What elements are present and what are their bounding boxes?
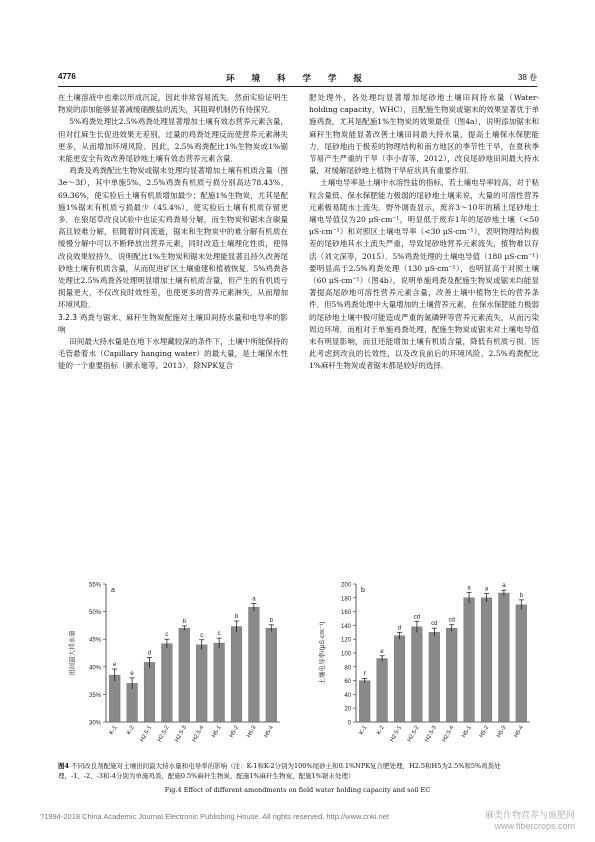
bar [231, 627, 242, 722]
bar [464, 598, 475, 722]
x-tick-label: H2.5-3 [174, 725, 189, 744]
section-heading [58, 312, 288, 336]
y-tick-label: 20 [344, 706, 351, 713]
caption-text: 不同改良剂配施对土壤田间最大持水量和电导率的影响（注：K-1和K-2分别为100%尾砂土和0.1%NPK复合肥处理，H2.5和H5为2.5%和5%鸡粪处理，-1、-2、-3和-4分别为单施鸡粪、配施0.5%麻秆生物炭、配施1%麻秆生物炭、配施1%锯末处理） [58, 762, 501, 780]
x-tick-label: H5-2 [228, 725, 241, 739]
bar [196, 645, 207, 722]
watermark [485, 810, 575, 832]
footer [40, 810, 575, 831]
y-axis-label: 土壤电导率/(μS·cm⁻¹) [319, 621, 326, 685]
x-tick-label: H2.5-4 [191, 725, 206, 744]
bar [429, 632, 440, 722]
x-tick-label: K-1 [108, 725, 119, 736]
chart-soil-ec [308, 574, 538, 759]
significance-letter: cd [431, 621, 438, 628]
significance-letter: a [252, 596, 256, 603]
bar [179, 628, 190, 722]
x-tick-label: H5-4 [513, 725, 526, 739]
y-tick-label: 0 [347, 720, 351, 727]
x-tick-label: H2.5-1 [139, 725, 154, 744]
right-column [309, 92, 539, 373]
journal-title: 环 境 科 学 学 报 [226, 74, 369, 84]
header-rule [58, 86, 537, 87]
significance-letter: a [484, 586, 489, 593]
x-tick-label: H5-1 [211, 725, 223, 739]
x-tick-label: H2.5-4 [441, 725, 456, 744]
volume-label: 38 卷 [517, 73, 537, 82]
x-tick-label: H2.5-2 [406, 725, 421, 744]
bar [394, 636, 405, 722]
bar [127, 683, 138, 722]
significance-letter: d [397, 625, 402, 632]
y-tick-label: 100 [340, 651, 351, 658]
x-tick-label: H5-2 [478, 725, 491, 739]
significance-letter: b [269, 617, 273, 624]
panel-label: a [111, 587, 115, 594]
bar [499, 593, 510, 722]
bar [446, 628, 457, 722]
panel-label: b [361, 587, 365, 594]
copyright-notice: ?1994-2018 China Academic Journal Electronic Publishing House. All rights reserved. http://www.cnki.net [40, 812, 389, 821]
running-header [58, 72, 537, 86]
paragraph: 田间最大持水量是在地下水埋藏较深的条件下，土壤中所能保持的毛管悬着水（Capillary hanging water）的最大量，是土壤保水性能的一个重要指标（颜永毫等，2013）．除NPK复合 [58, 337, 288, 371]
paragraph: 在土壤溶液中也难以形成沉淀，因此非常容易流失．然而实验证明生物炭的添加能够显著减缓硝酸盐的流失，其阻碍机制仍有待探究． [58, 93, 288, 115]
chart-water-holding [58, 574, 288, 759]
significance-letter: a [467, 585, 471, 592]
left-column [58, 92, 288, 373]
x-tick-label: H5-1 [461, 725, 473, 739]
caption-label: 图4 [58, 762, 70, 770]
y-tick-label: 60 [344, 679, 351, 686]
significance-letter: c [200, 632, 204, 639]
section-title: 鸡粪与锯末、麻秆生物炭配施对土壤田间持水量和电导率的影响 [58, 312, 288, 334]
x-tick-label: H2.5-2 [156, 725, 171, 744]
figure-caption-cn [58, 762, 537, 781]
bar [516, 605, 527, 722]
y-tick-label: 180 [340, 596, 351, 603]
significance-letter: e [113, 662, 117, 669]
significance-letter: b [182, 618, 186, 625]
y-tick-label: 80 [344, 665, 351, 672]
significance-letter: e [130, 670, 134, 677]
bar [214, 643, 225, 722]
significance-letter: cd [413, 614, 421, 621]
significance-letter: b [519, 592, 523, 599]
x-tick-label: K-2 [376, 725, 386, 736]
y-tick-label: 140 [340, 623, 351, 630]
y-tick-label: 45% [88, 637, 101, 644]
paragraph: 鸡粪及鸡粪配比生物炭或锯末处理均显著增加土壤有机质含量（图3e～3f），其中单施5%、2.5%鸡粪有机质亏损分别高达78.43%、69.36%，使实验后土壤有机质增加最少；配施1%生物炭，尤其是配施1%锯末有机质亏损最少（45.4%），使实验后土壤有机质存留更多．在狼尾草改良试验中也证实鸡粪易分解，而生物炭和锯末含碳量高且较难分解，但随着时间流逝，锯末和生物炭中的难分解有机质在缓慢分解中可以不断释放出营养元素，同时改造土壤理化性质，使得改良效果较持久．说明配比1%生物炭和锯末处理能显著且持久改善尾砂地土壤有机质含量，从而促进矿区土壤重建和植被恢复．5%鸡粪各处理比2.5%鸡粪各处理明显增加土壤有机质含量，但产生的有机质亏损量更大，不仅改良时效性差，也使更多的营养元素淋失，从而增加环境风险． [58, 166, 288, 310]
bar [377, 659, 388, 722]
y-tick-label: 55% [88, 582, 101, 589]
x-tick-label: H5-3 [246, 725, 258, 739]
x-tick-label: K-1 [358, 725, 369, 736]
watermark-url: www.fibercrops.com [494, 821, 575, 831]
y-tick-label: 160 [340, 610, 351, 617]
bar [266, 628, 277, 722]
significance-letter: cd [448, 617, 455, 624]
x-tick-label: H2.5-3 [424, 725, 439, 744]
significance-letter: d [147, 650, 152, 657]
bar [249, 607, 260, 722]
page-number: 4776 [58, 72, 76, 81]
y-tick-label: 200 [340, 582, 351, 589]
y-tick-label: 40% [88, 665, 101, 672]
y-tick-label: 30% [88, 720, 101, 727]
section-number: 3.2.3 [58, 312, 78, 322]
paragraph: 5%鸡粪处理比2.5%鸡粪处理显著增加土壤有效态营养元素含量，但对红麻生长促进效果无差别，过量的鸡粪处理反而使营养元素淋失更多，从而增加环境风险．因此，2.5%鸡粪配比1%生物炭或1%锯末能更安全有效改善尾砂地土壤有效态营养元素含量． [58, 117, 288, 164]
figure-4 [58, 574, 537, 759]
bar [359, 681, 370, 722]
paragraph: 土壤电导率是土壤中水溶性盐的指标，若土壤电导率较高，对于粘粒含量低、保水保肥能力极弱的尾砂地土壤来说，大量的可溶性营养元素极易随水土流失．野外调查显示，废弃3～10年的稀土尾砂地土壤电导值仅为20 μS·cm⁻¹，明显低于废弃1年的尾砂地土壤（<50 μS·cm⁻¹）和对照区土壤电导率（<30 μS·cm⁻¹），表明物理结构极差的尾砂地其水土流失严重，导致尾砂地营养元素流失，植物难以存活（刘文深等，2015）．5%鸡粪处理的土壤电导值（180 μS·cm⁻¹）要明显高于2.5%鸡粪处理（130 μS·cm⁻¹），也明显高于对照土壤（60 μS·cm⁻¹）（图4b），说明单施鸡粪及配施生物炭或锯末均能显著提高尾砂地可溶性营养元素含量，改善土壤中植物生长的营养条件．但5%鸡粪处理中大量增加的土壤营养元素，在保水保肥能力极弱的尾砂地土壤中极可能造成严重的氮磷钾等营养元素流失，从而污染周边环境．而相对于单施鸡粪处理，配施生物炭或锯末对土壤电导值未有明显影响，而且还能增加土壤有机质含量，降低有机质亏损．因此考虑到改良的长效性，以及改良前后的环境风险，2.5%鸡粪配比1%麻秆生物炭或者锯末都是较好的选择． [309, 178, 539, 371]
bar [481, 598, 492, 722]
y-axis-label: 田间最大持水量 [69, 630, 76, 676]
x-tick-label: K-2 [126, 725, 136, 736]
y-tick-label: 35% [88, 692, 101, 699]
x-tick-label: H2.5-1 [389, 725, 404, 744]
significance-letter: e [380, 648, 384, 655]
x-tick-label: H5-4 [263, 725, 276, 739]
y-tick-label: 40 [344, 692, 351, 699]
y-tick-label: 50% [88, 610, 101, 617]
bar [109, 675, 120, 722]
significance-letter: c [165, 632, 169, 639]
watermark-name: 麻类作物营养与施肥网 [484, 810, 575, 820]
significance-letter: f [363, 671, 366, 678]
bar [162, 644, 173, 722]
y-tick-label: 120 [340, 637, 351, 644]
bar [412, 627, 423, 722]
significance-letter: b [234, 613, 239, 620]
figure-caption-en: Fig.4 Effect of different amendments on field water holding capacity and soil EC [164, 786, 431, 794]
x-tick-label: H5-3 [496, 725, 508, 739]
paragraph: 肥处理外，各处理均显著增加尾砂地土壤田间持水量（Water-holding capacity，WHC），且配施生物炭或锯末的效果显著优于单施鸡粪，尤其是配施1%生物炭的效果最佳（图4a），说明添加锯末和麻秆生物炭能显著改善土壤田间最大持水量，提高土壤保水保肥能力．尾砂地由于极差的物理结构和南方地区的季节性干旱，在夏秋季节易产生严重的干旱（李小青等，2012），改良尾砂地田间最大持水量，对缓解尾砂地上植物干旱症状具有重要作用． [309, 93, 539, 176]
significance-letter: a [502, 583, 506, 590]
significance-letter: c [217, 631, 221, 638]
bar [144, 662, 155, 722]
